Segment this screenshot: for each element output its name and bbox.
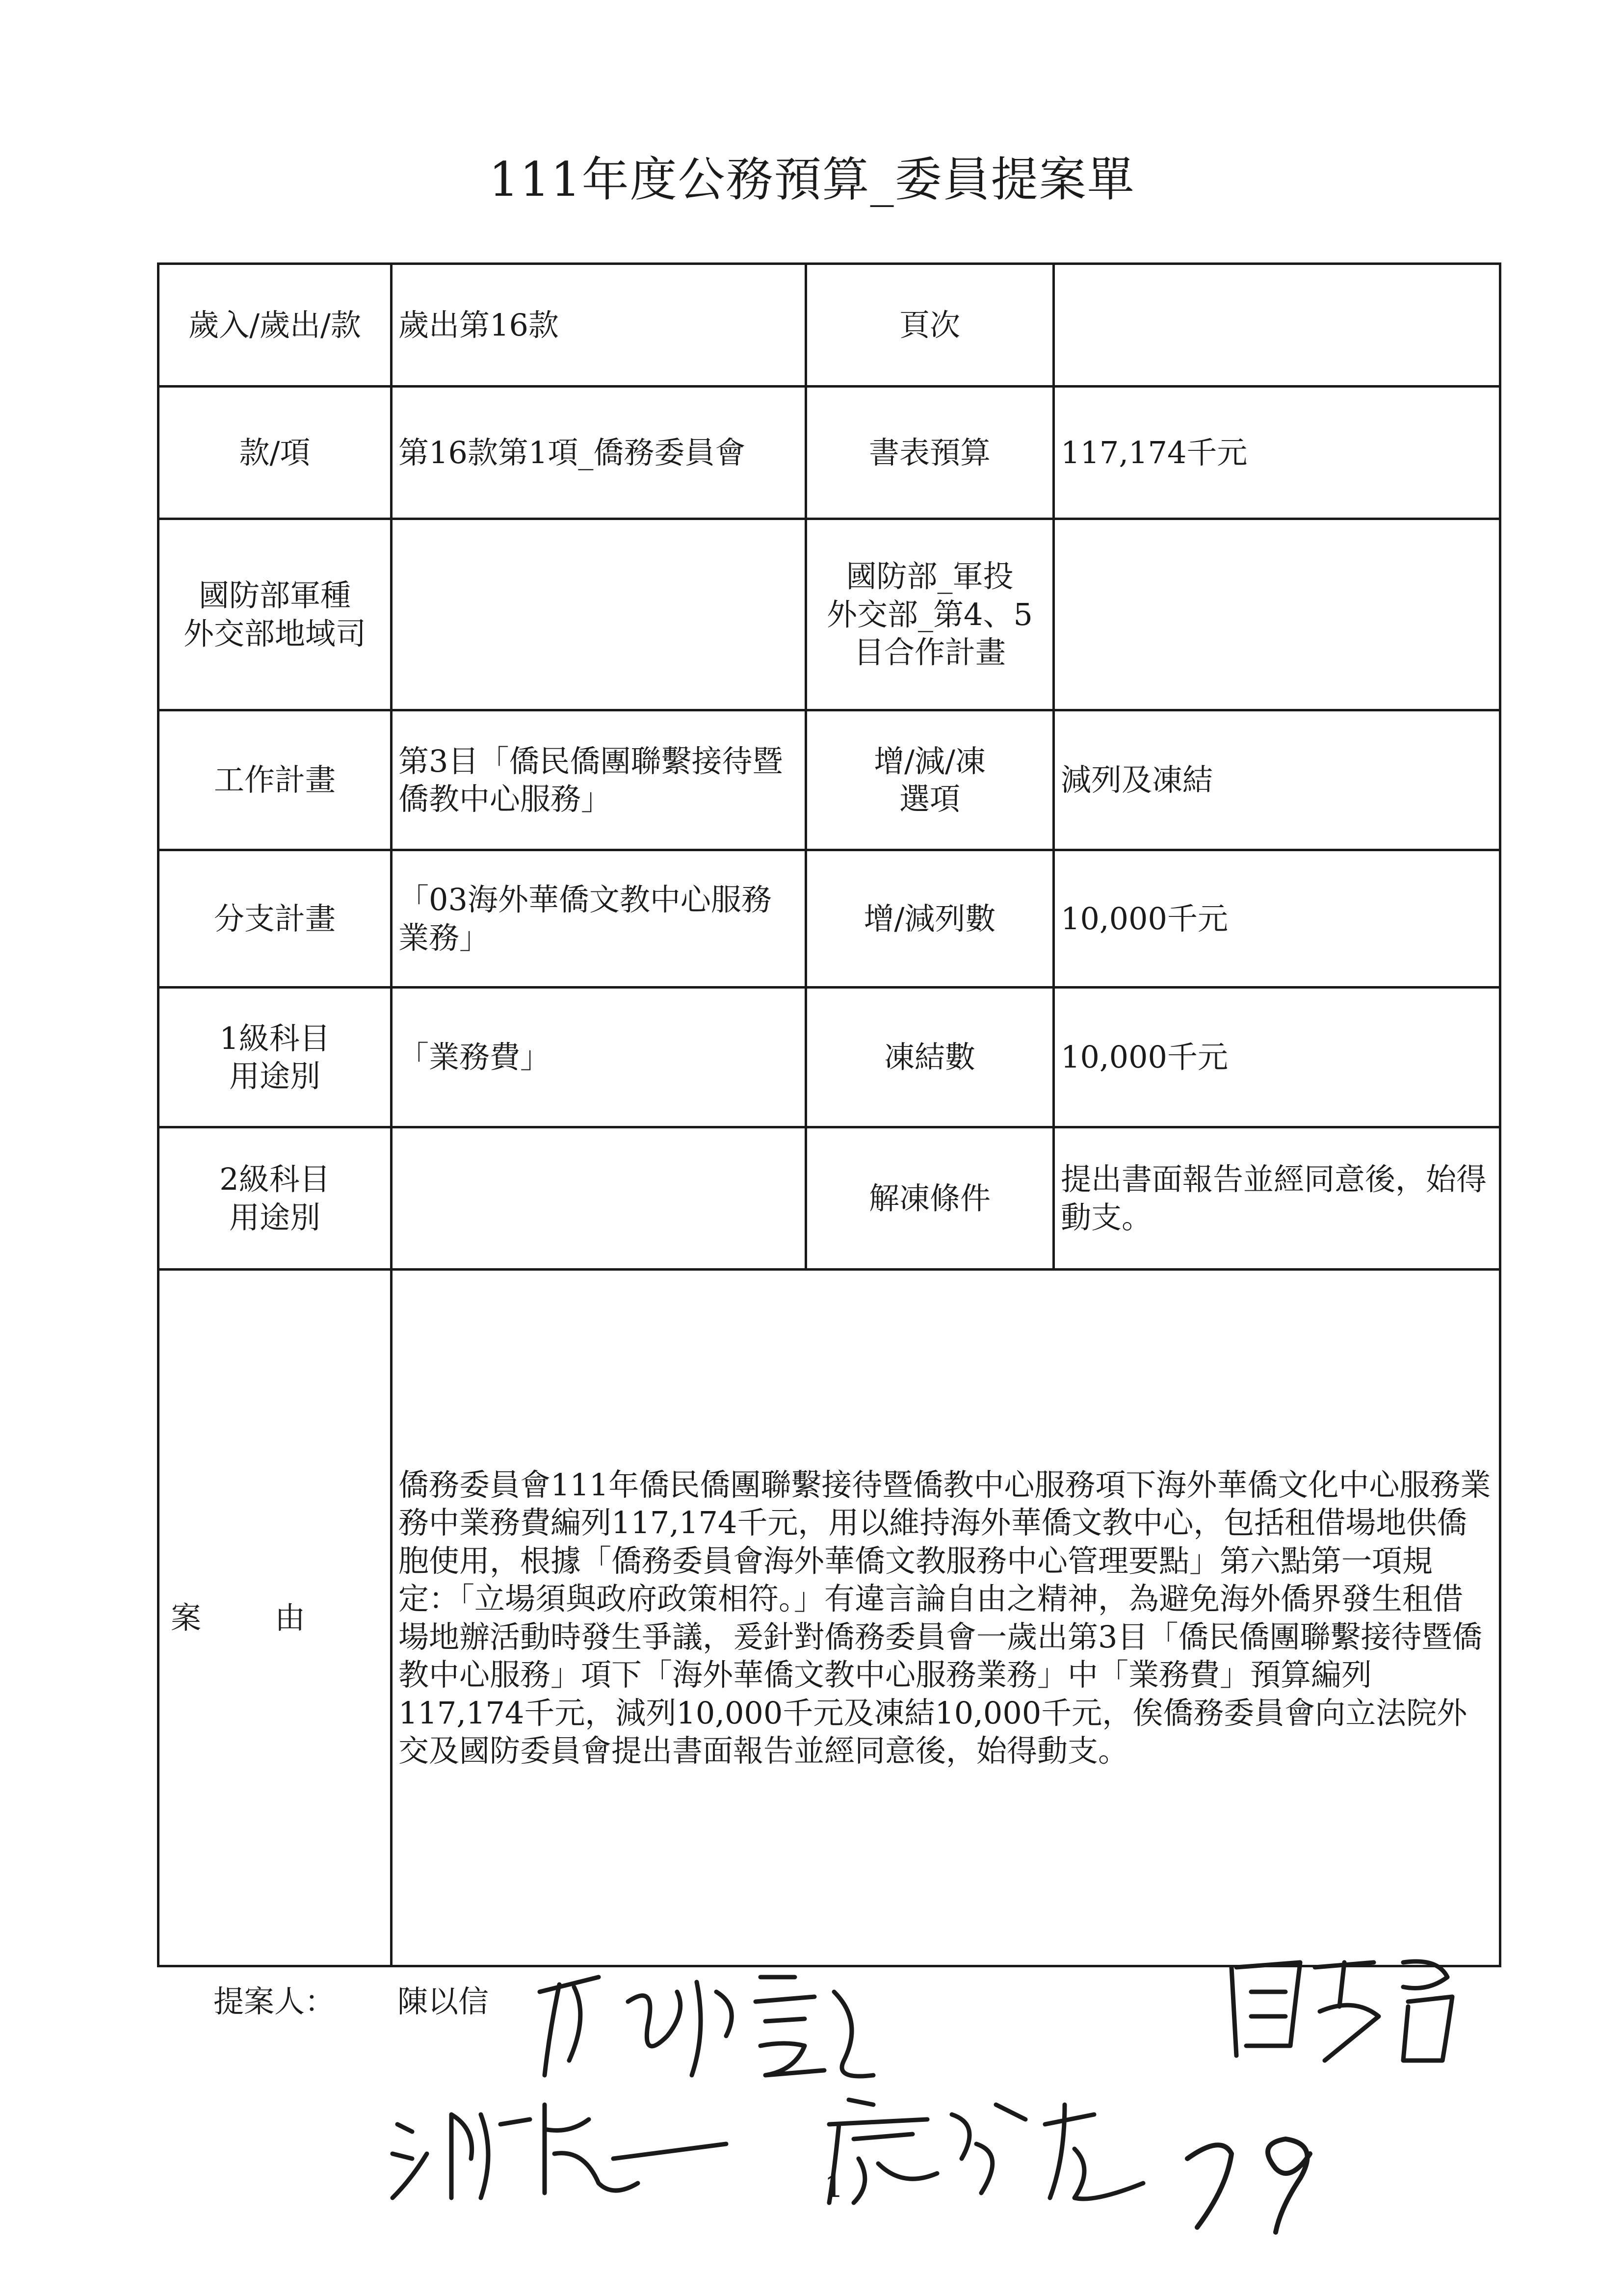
label-adjust-amount: 增/減列數 [806,850,1054,988]
label-branch-plan: 分支計畫 [158,850,392,988]
value-work-plan: 第3目「僑民僑團聯繫接待暨僑教中心服務」 [392,710,806,850]
label-adjust-option: 增/減/凍 選項 [806,710,1054,850]
form-row-account [158,264,1500,387]
value-level1-subject: 「業務費」 [392,988,806,1127]
value-item: 第16款第1項_僑務委員會 [392,387,806,519]
form-row-level1 [158,988,1500,1127]
label-level2-subject: 2級科目 用途別 [158,1127,392,1270]
form-row-branch-plan [158,850,1500,988]
value-level2-subject [392,1127,806,1270]
signature-3-image [383,2085,736,2213]
proposer-label: 提案人： [213,1983,336,2019]
value-adjust-option: 減列及凍結 [1054,710,1500,850]
value-page [1054,264,1500,387]
form-row-reason [158,1270,1500,1966]
label-reason: 案由 [158,1270,392,1966]
value-unfreeze-condition: 提出書面報告並經同意後，始得動支。 [1054,1127,1500,1270]
value-reason-text: 僑務委員會111年僑民僑團聯繫接待暨僑教中心服務項下海外華僑文化中心服務業務中業務費編列117,174千元，用以維持海外華僑文教中心，包括租借場地供僑胞使用，根據「僑務委員會海外華僑文教服務中心管理要點」第六點第一項規定：「立場須與政府政策相符。」有違言論自由之精神，為避免海外僑界發生租借場地辦活動時發生爭議，爰針對僑務委員會一歲出第3目「僑民僑團聯繫接待暨僑教中心服務」項下「海外華僑文教中心服務業務」中「業務費」預算編列117,174千元，減列10,000千元及凍結10,000千元，俟僑務委員會向立法院外交及國防委員會提出書面報告並經同意後，始得動支。 [392,1270,1500,1966]
value-frozen-amount: 10,000千元 [1054,988,1500,1127]
label-level1-subject: 1級科目 用途別 [158,988,392,1127]
value-defense-program [1054,519,1500,710]
label-frozen-amount: 凍結數 [806,988,1054,1127]
value-defense-branch [392,519,806,710]
label-item: 款/項 [158,387,392,519]
form-row-item [158,387,1500,519]
signature-4-image [819,2085,1153,2222]
form-row-defense [158,519,1500,710]
document-title: 111年度公務預算_委員提案單 [489,152,1135,207]
value-adjust-amount: 10,000千元 [1054,850,1500,988]
label-unfreeze-condition: 解凍條件 [806,1127,1054,1270]
form-row-level2 [158,1127,1500,1270]
label-account-type: 歲入/歲出/款 [158,264,392,387]
proposer-name: 陳以信 [397,1983,489,2019]
proposal-form-table [157,262,1501,1967]
label-work-plan: 工作計畫 [158,710,392,850]
signature-1-image [530,1962,893,2090]
label-budget: 書表預算 [806,387,1054,519]
form-row-work-plan [158,710,1500,850]
signature-2-image [1217,1948,1492,2075]
label-defense-branch: 國防部軍種 外交部地域司 [158,519,392,710]
label-defense-program: 國防部_軍投 外交部_第4、5 目合作計畫 [806,519,1054,710]
value-account-type: 歲出第16款 [392,264,806,387]
label-page: 頁次 [806,264,1054,387]
value-budget: 117,174千元 [1054,387,1500,519]
signature-5-image [1178,2124,1335,2237]
page-number: 1 [824,2168,844,2204]
value-branch-plan: 「03海外華僑文教中心服務業務」 [392,850,806,988]
